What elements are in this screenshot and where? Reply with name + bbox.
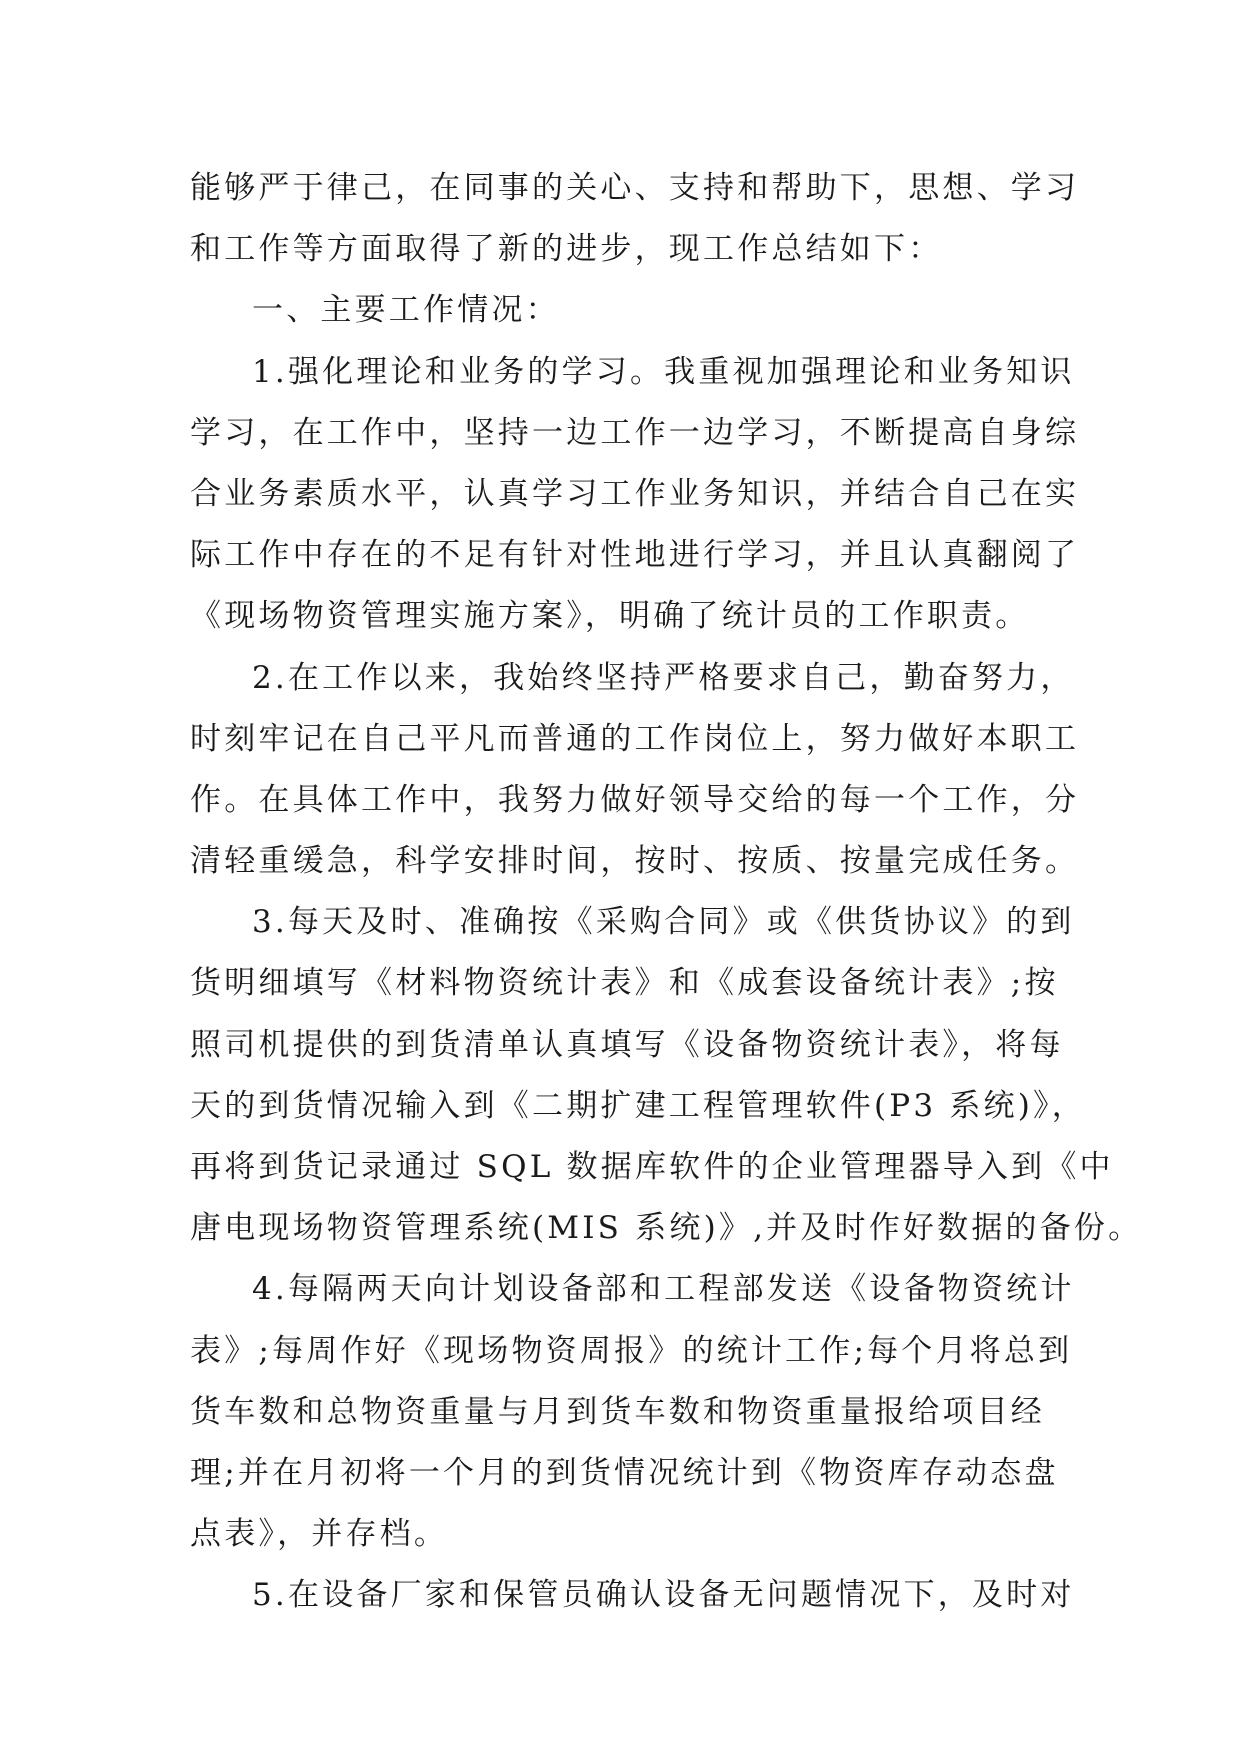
text-line: 《现场物资管理实施方案》，明确了统计员的工作职责。 (190, 598, 1030, 635)
text-line: 作。在具体工作中，我努力做好领导交给的每一个工作，分 (190, 781, 1080, 818)
text-line: 4.每隔两天向计划设备部和工程部发送《设备物资统计 (252, 1271, 1075, 1308)
text-line: 照司机提供的到货清单认真填写《设备物资统计表》，将每 (190, 1026, 1064, 1063)
text-line: 点表》，并存档。 (190, 1516, 449, 1553)
text-line: 和工作等方面取得了新的进步，现工作总结如下： (190, 231, 943, 268)
section-heading: 一、主要工作情况： (252, 292, 560, 329)
text-line: 天的到货情况输入到《二期扩建工程管理软件(P3 系统)》， (190, 1087, 1086, 1124)
text-line: 货明细填写《材料物资统计表》和《成套设备统计表》;按 (190, 965, 1059, 1002)
text-line: 货车数和总物资重量与月到货车数和物资重量报给项目经 (190, 1393, 1045, 1430)
text-line: 际工作中存在的不足有针对性地进行学习，并且认真翻阅了 (190, 537, 1080, 574)
text-line: 能够严于律己，在同事的关心、支持和帮助下，思想、学习 (190, 170, 1080, 206)
text-line: 学习，在工作中，坚持一边工作一边学习，不断提高自身综 (190, 414, 1080, 451)
text-line: 表》;每周作好《现场物资周报》的统计工作;每个月将总到 (190, 1332, 1073, 1369)
text-line: 理;并在月初将一个月的到货情况统计到《物资库存动态盘 (190, 1454, 1059, 1491)
text-line: 唐电现场物资管理系统(MIS 系统)》,并及时作好数据的备份。 (190, 1210, 1143, 1247)
text-line: 1.强化理论和业务的学习。我重视加强理论和业务知识 (252, 353, 1075, 390)
text-line: 合业务素质水平，认真学习工作业务知识，并结合自己在实 (190, 475, 1080, 512)
text-line: 2.在工作以来，我始终坚持严格要求自己，勤奋努力， (252, 659, 1075, 696)
text-line: 3.每天及时、准确按《采购合同》或《供货协议》的到 (252, 904, 1075, 941)
text-line: 清轻重缓急，科学安排时间，按时、按质、按量完成任务。 (190, 843, 1080, 880)
body-text (190, 158, 1143, 1627)
text-line: 5.在设备厂家和保管员确认设备无问题情况下，及时对 (252, 1577, 1075, 1614)
text-line: 再将到货记录通过 SQL 数据库软件的企业管理器导入到《中 (190, 1149, 1114, 1185)
text-line: 时刻牢记在自己平凡而普通的工作岗位上，努力做好本职工 (190, 720, 1080, 757)
